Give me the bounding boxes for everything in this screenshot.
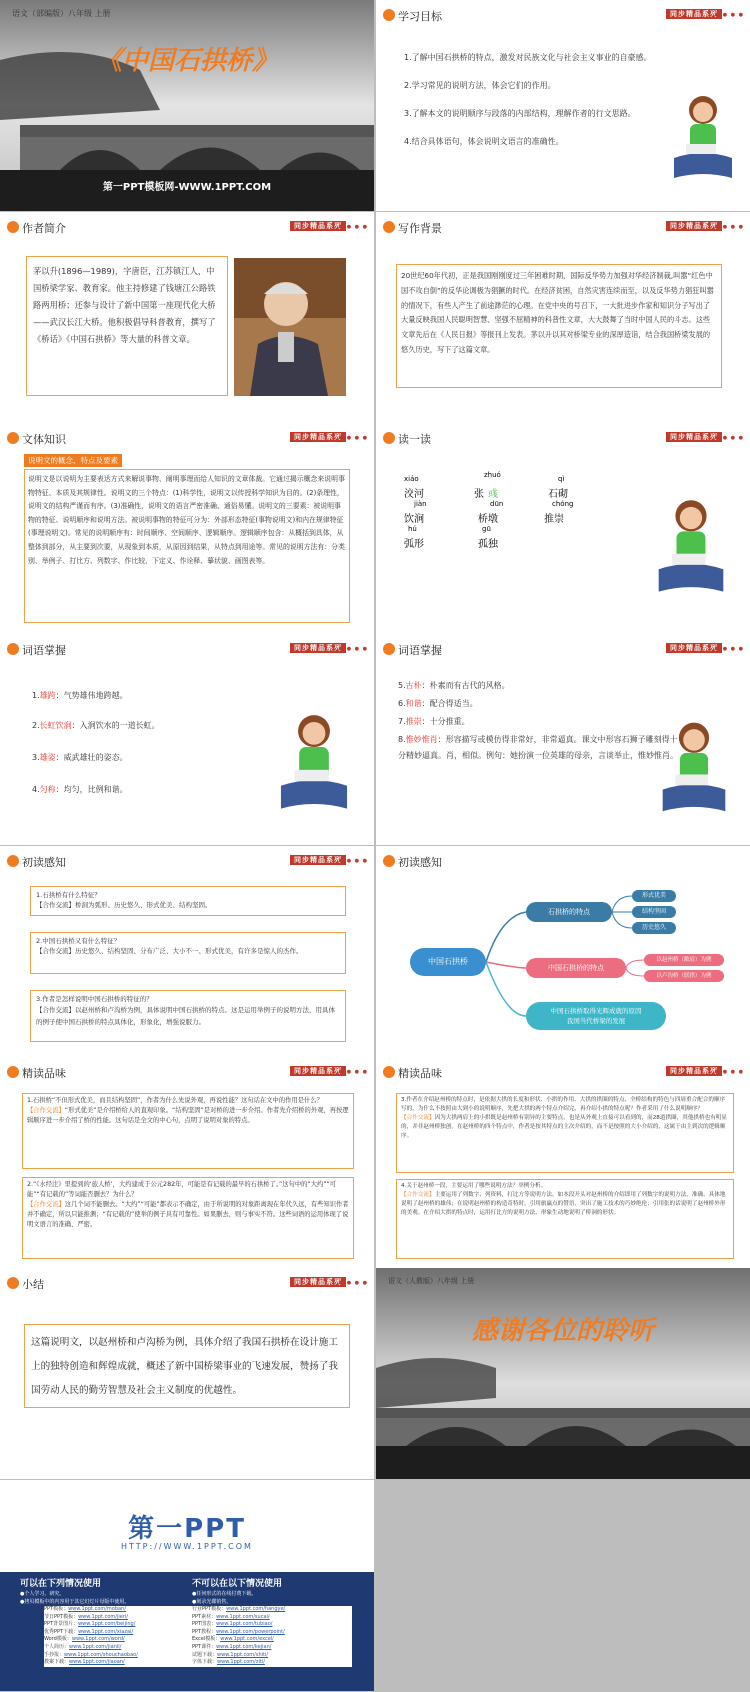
map-leaf: 以卢沟桥（联拱）为例 <box>644 970 724 982</box>
link-row[interactable]: PPT模板：www.1ppt.com/moban/ <box>44 1606 126 1612</box>
series-badge: 同步精品系列 <box>666 1066 722 1076</box>
allow-heading: 可以在下列情况使用 <box>20 1579 102 1589</box>
goal-3: 3.了解本文的说明顺序与段落的内部结构，理解作者的行文思路。 <box>404 109 636 118</box>
slide-close-read-1[interactable] <box>0 1057 374 1268</box>
analysis-box: 3.作者在介绍赵州桥的特点时，是依据大拱的长度和形状、小拱的作用、大拱的拱圈的特点、全桥结构的特色与四周重合配合的顺序写的，为什么不按照由大到小的说明顺序，先把大拱的两个特点介绍完，再介绍小拱的特点呢？作者采用了什么说明顺序？ 【合作交流】因为大拱两肩上的小拱既是赵州桥有别异的主要特点，也是从外观上直接可以看到的，而28道拱圈，其他拱桥也有明显的，并非赵州桥独创。在赵州桥的四个特点中，作者是按其特点的主次介绍的，而不是按照的大小介绍的，这属于由主到次的逻辑顺序。 <box>396 1093 734 1173</box>
map-leaf: 形式优美 <box>632 890 676 902</box>
slide-heading: 精读品味 <box>22 1067 66 1080</box>
deny-heading: 不可以在以下情况使用 <box>192 1579 283 1589</box>
pinyin: xiáo <box>404 475 419 483</box>
series-badge: 同步精品系列 <box>290 432 346 442</box>
slide-heading: 写作背景 <box>398 222 442 235</box>
link-row[interactable]: Excel模板：www.1ppt.com/excel/ <box>192 1636 274 1643</box>
slide-genre[interactable] <box>0 423 374 634</box>
dots-icon: ● ● ● ● <box>338 1280 368 1286</box>
series-badge: 同步精品系列 <box>666 643 722 653</box>
slide-heading: 词语掌握 <box>22 644 66 657</box>
pinyin: zhuó <box>484 471 501 479</box>
word: 弧形 <box>404 539 424 550</box>
allow-item: ●个人学习、研究。 <box>20 1591 65 1597</box>
slide-mindmap[interactable] <box>376 846 750 1057</box>
genre-box <box>24 469 350 623</box>
slide-goals[interactable] <box>376 0 750 211</box>
dots-icon: ● ● ● ● <box>714 224 744 230</box>
girl-reading-image <box>656 714 732 822</box>
dots-icon: ● ● ● ● <box>714 435 744 441</box>
word: 洨河 <box>404 489 424 500</box>
series-badge: 同步精品系列 <box>666 432 722 442</box>
slide-close-read-2[interactable] <box>376 1057 750 1268</box>
question-box: 3.作者是怎样说明中国石拱桥的特征的？ 【合作交流】以赵州桥和卢沟桥为例，具体说明中国石拱桥的特点。这是运用举例子的说明方法，用具体的例子使中国石拱桥的特点具体化，形象化，增强说服力。 <box>30 990 346 1042</box>
series-badge: 同步精品系列 <box>290 643 346 653</box>
bullet-dot-icon <box>7 643 19 655</box>
pinyin: gū <box>482 525 491 533</box>
girl-reading-image <box>668 88 738 188</box>
vocab-item: 4.匀称：均匀，比例和谐。 <box>32 785 128 794</box>
dots-icon: ● ● ● ● <box>714 12 744 18</box>
slide-heading: 词语掌握 <box>398 644 442 657</box>
pinyin: chóng <box>552 500 574 508</box>
series-badge: 同步精品系列 <box>290 1066 346 1076</box>
pinyin: jiàn <box>414 500 427 508</box>
slide-first-read[interactable] <box>0 846 374 1057</box>
series-badge: 同步精品系列 <box>290 1277 346 1287</box>
slide-heading: 读一读 <box>398 433 431 446</box>
goal-4: 4.结合具体语句，体会说明文语言的准确性。 <box>404 137 564 146</box>
dots-icon: ● ● ● ● <box>714 646 744 652</box>
dots-icon: ● ● ● ● <box>338 1069 368 1075</box>
summary-text: 这篇说明文，以赵州桥和卢沟桥为例，具体介绍了我国石拱桥在设计施工上的独特创造和辉煌成就，概述了新中国桥梁事业的飞速发展，赞扬了我国劳动人民的勤劳智慧及社会主义制度的优越性。 <box>31 1337 338 1396</box>
bullet-dot-icon <box>7 221 19 233</box>
genre-tag: 说明文的概念、特点及要素 <box>24 454 122 467</box>
slide-vocab-2[interactable] <box>376 634 750 845</box>
question-box: 2.中国石拱桥又有什么特征？ 【合作交流】历史悠久、结构坚固、分布广泛、大小不一、形式优美，有许多是惊人的杰作。 <box>30 932 346 974</box>
slide-summary[interactable] <box>0 1268 374 1479</box>
links-right <box>192 1606 352 1667</box>
bullet-dot-icon <box>383 9 395 21</box>
word: 孤独 <box>478 539 498 550</box>
slide-heading: 精读品味 <box>398 1067 442 1080</box>
link-row[interactable]: 行业PPT模板：www.1ppt.com/hangye/ <box>192 1606 286 1612</box>
bullet-dot-icon <box>7 432 19 444</box>
map-leaf: 历史悠久 <box>632 922 676 934</box>
slide-heading: 学习目标 <box>398 10 442 23</box>
analysis-box: 2.“《水经注》里提到的‘旅人桥’，大约建成于公元282年，可能是有记载的最早的石拱桥了。”这句中的“大约”“可能”“有记载的”等词能否删去？为什么？ 【合作交流】这几个词不能删去。“大约”“可能”都表示不确定，由于所说明的对象距离现在年代久远，有些知识作者并不确定，所以只能推测；“有记载的”使举的例子具有可靠性。如果删去，则与事实不符。这些词语的运用体现了说明文语言的准确、严密。 <box>22 1177 354 1259</box>
goal-1: 1.了解中国石拱桥的特点，激发对民族文化与社会主义事业的自豪感。 <box>404 53 652 62</box>
vocab-item: 2.长虹饮涧：入涧饮水的一道长虹。 <box>32 721 160 730</box>
pinyin: qì <box>558 475 565 483</box>
author-box <box>26 256 228 396</box>
map-branch-2: 中国石拱桥的特点 <box>526 958 626 978</box>
slide-title[interactable] <box>0 0 374 211</box>
link-row[interactable]: PPT课件：www.1ppt.com/kejian/ <box>192 1643 272 1650</box>
link-row[interactable]: PPT教程：www.1ppt.com/powerpoint/ <box>192 1628 285 1635</box>
link-row[interactable]: 教案下载：www.1ppt.com/jiaoan/ <box>44 1659 125 1666</box>
logo: 第一PPT <box>128 1514 246 1544</box>
vocab-item: 3.雄姿：威武雄壮的姿态。 <box>32 753 128 762</box>
top-label: 语文（部编版）八年级 上册 <box>12 9 111 18</box>
vocab-item: 1.雄跨：气势雄伟地跨越。 <box>32 691 128 700</box>
girl-reading-image <box>274 706 354 820</box>
pinyin: dūn <box>490 500 504 508</box>
dots-icon: ● ● ● ● <box>338 224 368 230</box>
links-left <box>44 1606 194 1667</box>
logo-url[interactable]: HTTP://WWW.1PPT.COM <box>121 1542 253 1551</box>
genre-text: 说明文是以说明为主要表达方式来解说事物、阐明事理而给人知识的文章体裁。它通过揭示概念来说明事物特征、本质及其规律性。说明文的三个特点：(1)科学性，说明文以传授科学知识为目的。(2)条理性，说明文的结构严谨而有序。(3)准确性，说明文的语言严密准确、通俗易懂。说明文的三要素：被说明事物的特征、说明顺序和说明方法。被说明事物的特征可分为：外部形态特征(事物说明文)和内在规律特征(事理说明文)。常见的说明顺序有：时间顺序、空间顺序、逻辑顺序。逻辑顺序包含：从概括到具体，从整体到部分，从主要到次要，从现象到本质，从原因到结果，从特点到用途等。常见的说明方法有：分类别、举例子、打比方、列数字、作比较、下定义、作诠释、摹状貌、画图表等。 <box>28 475 345 565</box>
link-row[interactable]: 优秀PPT下载：www.1ppt.com/xiazai/ <box>44 1628 134 1635</box>
bullet-dot-icon <box>383 1066 395 1078</box>
bullet-dot-icon <box>383 643 395 655</box>
summary-box <box>24 1324 350 1408</box>
map-leaf: 结构坚固 <box>632 906 676 918</box>
link-row[interactable]: 试题下载：www.1ppt.com/shiti/ <box>192 1651 269 1658</box>
question-box: 1.石拱桥有什么特征？ 【合作交流】桥洞为弧形、历史悠久、形式优美、结构坚固。 <box>30 886 346 916</box>
word: 推崇 <box>544 514 564 525</box>
link-row[interactable]: PPT背景图片：www.1ppt.com/beijing/ <box>44 1621 136 1628</box>
vocab-item: 8.惟妙惟肖：形容描写或模仿得非常好，非常逼真。课文中形容石狮子雕刻得十分精妙逼真。肖，相似。例句：她扮演一位英雄的母亲，言谈举止，惟妙惟肖。 <box>398 735 678 760</box>
dots-icon: ● ● ● ● <box>338 646 368 652</box>
dots-icon: ● ● ● ● <box>338 858 368 864</box>
word: 饮涧 <box>404 514 424 525</box>
link-row[interactable]: Word模板：www.1ppt.com/word/ <box>44 1636 125 1643</box>
bullet-dot-icon <box>7 1277 19 1289</box>
link-row[interactable]: 个人简历：www.1ppt.com/jianli/ <box>44 1643 122 1650</box>
slide-heading: 初读感知 <box>22 856 66 869</box>
analysis-box: 1.石拱桥“不但形式优美，而且结构坚固”，作者为什么先说外观，再说性能？这句话在文中的作用是什么？ 【合作交流】“形式优美”是介绍桥给人的直观印象。“结构坚固”是对桥的进一步介绍。作者先介绍桥的外观，再按逻辑顺序进一步介绍了桥的性能。这句话是全文的中心句，点明了说明对象的特点。 <box>22 1093 354 1169</box>
link-row[interactable]: PPT素材：www.1ppt.com/sucai/ <box>192 1613 270 1620</box>
vocab-item: 5.古朴：朴素而有古代的风格。 <box>398 681 510 690</box>
slide-ad[interactable] <box>0 1480 374 1691</box>
bullet-dot-icon <box>383 221 395 233</box>
slide-heading: 初读感知 <box>398 856 442 869</box>
analysis-box: 4.关于赵州桥一段，主要运用了哪些说明方法？举例分析。 【合作交流】主要运用了列数字、列资料，打比方等说明方法。如本段开头对赵州桥的介绍即用了列数字的说明方法，准确、具体地说明了赵州桥的雄伟；在说明赵州桥的构造奇特时，引用旅赢点的赞语，突出了施工技术的巧妙绝伦；引用张的话说明了赵州桥外形的美观。在介绍大拱的特点时，运用打比方的说明方法，形象生动地说明了桥洞的形状。 <box>396 1179 734 1259</box>
thanks-title: 感谢各位的聆听 <box>471 1316 654 1346</box>
series-badge: 同步精品系列 <box>290 221 346 231</box>
bullet-dot-icon <box>7 855 19 867</box>
watermark: 第一PPT模板网-WWW.1PPT.COM <box>102 182 272 193</box>
bridge-photo <box>376 1268 750 1479</box>
dots-icon: ● ● ● ● <box>714 1069 744 1075</box>
link-row[interactable]: PPT图表：www.1ppt.com/tubiao/ <box>192 1621 273 1628</box>
map-center: 中国石拱桥 <box>410 948 486 976</box>
link-row[interactable]: 节日PPT模板：www.1ppt.com/jieri/ <box>44 1613 128 1620</box>
vocab-item: 6.和谐：配合得适当。 <box>398 699 478 708</box>
series-badge: 同步精品系列 <box>290 855 346 865</box>
map-branch-3: 中国石拱桥取得光辉成就的原因 我国当代桥梁的发展 <box>526 1002 666 1030</box>
bullet-dot-icon <box>383 432 395 444</box>
link-row[interactable]: 字体下载：www.1ppt.com/ziti/ <box>192 1659 265 1666</box>
slide-read[interactable] <box>376 423 750 634</box>
background-text: 20世纪60年代初，正是我国刚刚度过三年困难时期，国际反华势力加强对华经济制裁,叫嚣“红色中国不攻自倒”的反华论调极为猖獗的时代。在经济贫困，自然灾害连续而至，以及反华势力猖狂叫嚣的情况下，有些人产生了前途渺茫的心理。在党中央的号召下，一大批进步作家和知识分子写出了大量反映我国人民聪明智慧、坚强不屈精神的科普性文章，大大鼓舞了当时中国人民的斗志。这些文章先后在《人民日报》等报刊上发表。茅以升以其对桥梁专业的深厚造诣，结合我国桥梁发展的悠久历史，写下了这篇文章。 <box>401 271 714 354</box>
author-portrait <box>234 258 346 396</box>
map-leaf: 以赵州桥（敞肩）为例 <box>644 954 724 966</box>
allow-item: ●拷贝模板中的内容用于其它幻灯片母版中使用。 <box>20 1599 130 1605</box>
deny-item: ●刻录光碟销售。 <box>192 1599 232 1605</box>
slide-author[interactable] <box>0 212 374 423</box>
bullet-dot-icon <box>7 1066 19 1078</box>
background-box <box>396 264 722 388</box>
slide-thanks[interactable] <box>376 1268 750 1479</box>
word: 张 彧 <box>474 489 498 500</box>
link-row[interactable]: 手抄报：www.1ppt.com/shouchaobao/ <box>44 1651 138 1658</box>
word: 桥墩 <box>478 514 498 525</box>
top-label: 语文（人教版）八年级 上册 <box>388 1277 475 1285</box>
vocab-item: 7.推崇：十分推重。 <box>398 717 470 726</box>
page-title: 《中国石拱桥》 <box>95 46 278 76</box>
dots-icon: ● ● ● ● <box>338 435 368 441</box>
slide-heading: 小结 <box>22 1278 44 1291</box>
goal-2: 2.学习常见的说明方法，体会它们的作用。 <box>404 81 556 90</box>
slide-vocab-1[interactable] <box>0 634 374 845</box>
word: 石砌 <box>548 489 568 500</box>
author-text: 茅以升(1896—1989)，字唐臣，江苏镇江人，中国桥梁学家、教育家。他主持修建了钱塘江公路铁路两用桥；还参与设计了新中国第一座现代化大桥——武汉长江大桥。他积极倡导科普教育，撰写了《桥话》《中国石拱桥》等大量的科普文章。 <box>33 266 216 344</box>
slide-background[interactable] <box>376 212 750 423</box>
pinyin: hú <box>408 525 417 533</box>
slide-heading: 作者简介 <box>22 222 66 235</box>
series-badge: 同步精品系列 <box>666 9 722 19</box>
series-badge: 同步精品系列 <box>666 221 722 231</box>
map-branch-1: 石拱桥的特点 <box>526 902 612 922</box>
deny-item: ●任何形式的在线付费下载。 <box>192 1591 257 1597</box>
slide-heading: 文体知识 <box>22 433 66 446</box>
girl-reading-image <box>652 489 730 605</box>
